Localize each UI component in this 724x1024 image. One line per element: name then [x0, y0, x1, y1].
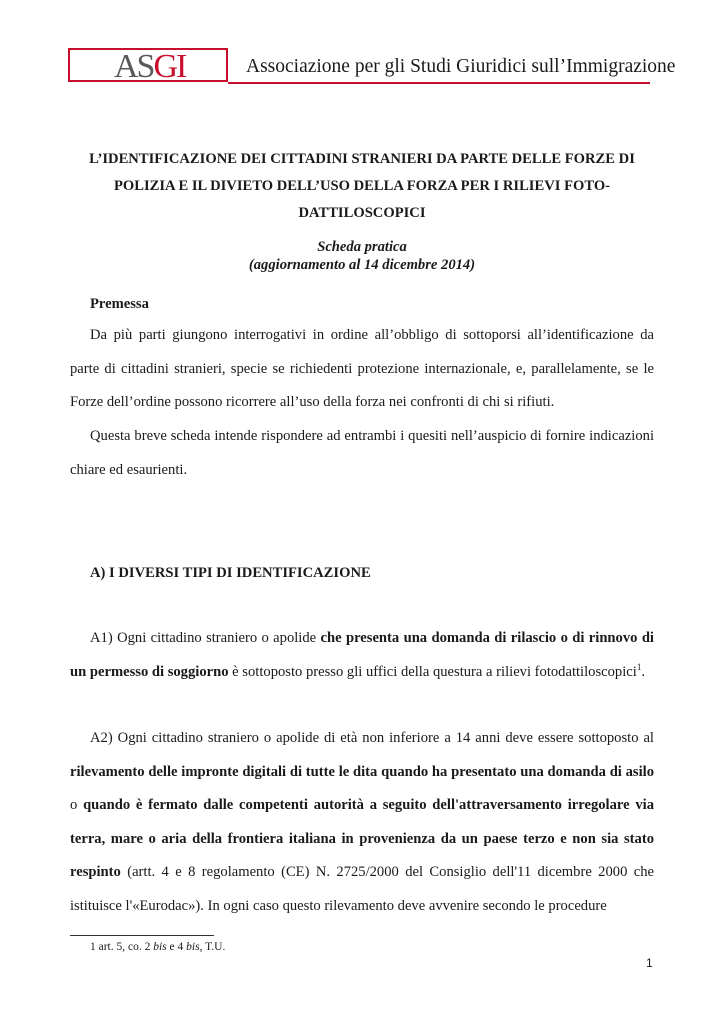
paragraph-a1: A1) Ogni cittadino straniero o apolide che presenta una domanda di rilascio o di rinnovo di un permesso di soggiorno è sottoposto presso gli uffici della questura a rilievi fotodattiloscopici$^1$.	[70, 630, 654, 680]
footnote-ref[interactable]: 1	[636, 661, 642, 672]
subtitle-line-2: (aggiornamento al 14 dicembre 2014)	[248, 257, 476, 273]
premessa-paragraph-2: Questa breve scheda intende rispondere ad entrambi i quesiti nell’auspicio di fornire indicazioni chiare ed esaurienti.	[70, 428, 654, 478]
section-a-heading: A) I DIVERSI TIPI DI IDENTIFICAZIONE	[90, 565, 371, 581]
header-divider	[228, 82, 650, 84]
footnote-divider	[70, 935, 214, 936]
letterhead	[68, 48, 676, 86]
premessa-heading: Premessa	[90, 296, 149, 312]
logo-text: ASGI	[114, 48, 186, 85]
footnote-1: 1 art. 5, co. 2 bis e 4 bis, T.U.	[90, 941, 226, 953]
paragraph-a2: A2) Ogni cittadino straniero o apolide di età non inferiore a 14 anni deve essere sottoposto al rilevamento delle impronte digitali di tutte le dita quando ha presentato una domanda di asilo o quando è fermato dalle competenti autorità a seguito dell'attraversamento irregolare via terra, mare o aria della frontiera italiana in provenienza da un paese terzo e non sia stato respinto (artt. 4 e 8 regolamento (CE) N. 2725/2000 del Consiglio dell'11 dicembre 2000 che istituisce l'«Eurodac»). In ogni caso questo rilevamento deve avvenire secondo le procedure	[70, 730, 654, 914]
document-title: L’IDENTIFICAZIONE DEI CITTADINI STRANIERI DA PARTE DELLE FORZE DI POLIZIA E IL DIVIETO DELL’USO DELLA FORZA PER I RILIEVI FOTO-DATTILOSCOPICI	[89, 151, 635, 221]
association-name: Associazione per gli Studi Giuridici sull’Immigrazione	[246, 56, 676, 77]
asgi-logo	[68, 48, 228, 85]
subtitle-line-1: Scheda pratica	[317, 239, 407, 255]
page-number: 1	[646, 956, 653, 970]
document-subtitle	[70, 238, 654, 274]
premessa-paragraph-1: Da più parti giungono interrogativi in ordine all’obbligo di sottoporsi all’identificazione da parte di cittadini stranieri, specie se richiedenti protezione internazionale, e, parallelamente, se le Forze dell’ordine possono ricorrere all’uso della forza nei confronti di chi si rifiuti.	[70, 327, 654, 410]
